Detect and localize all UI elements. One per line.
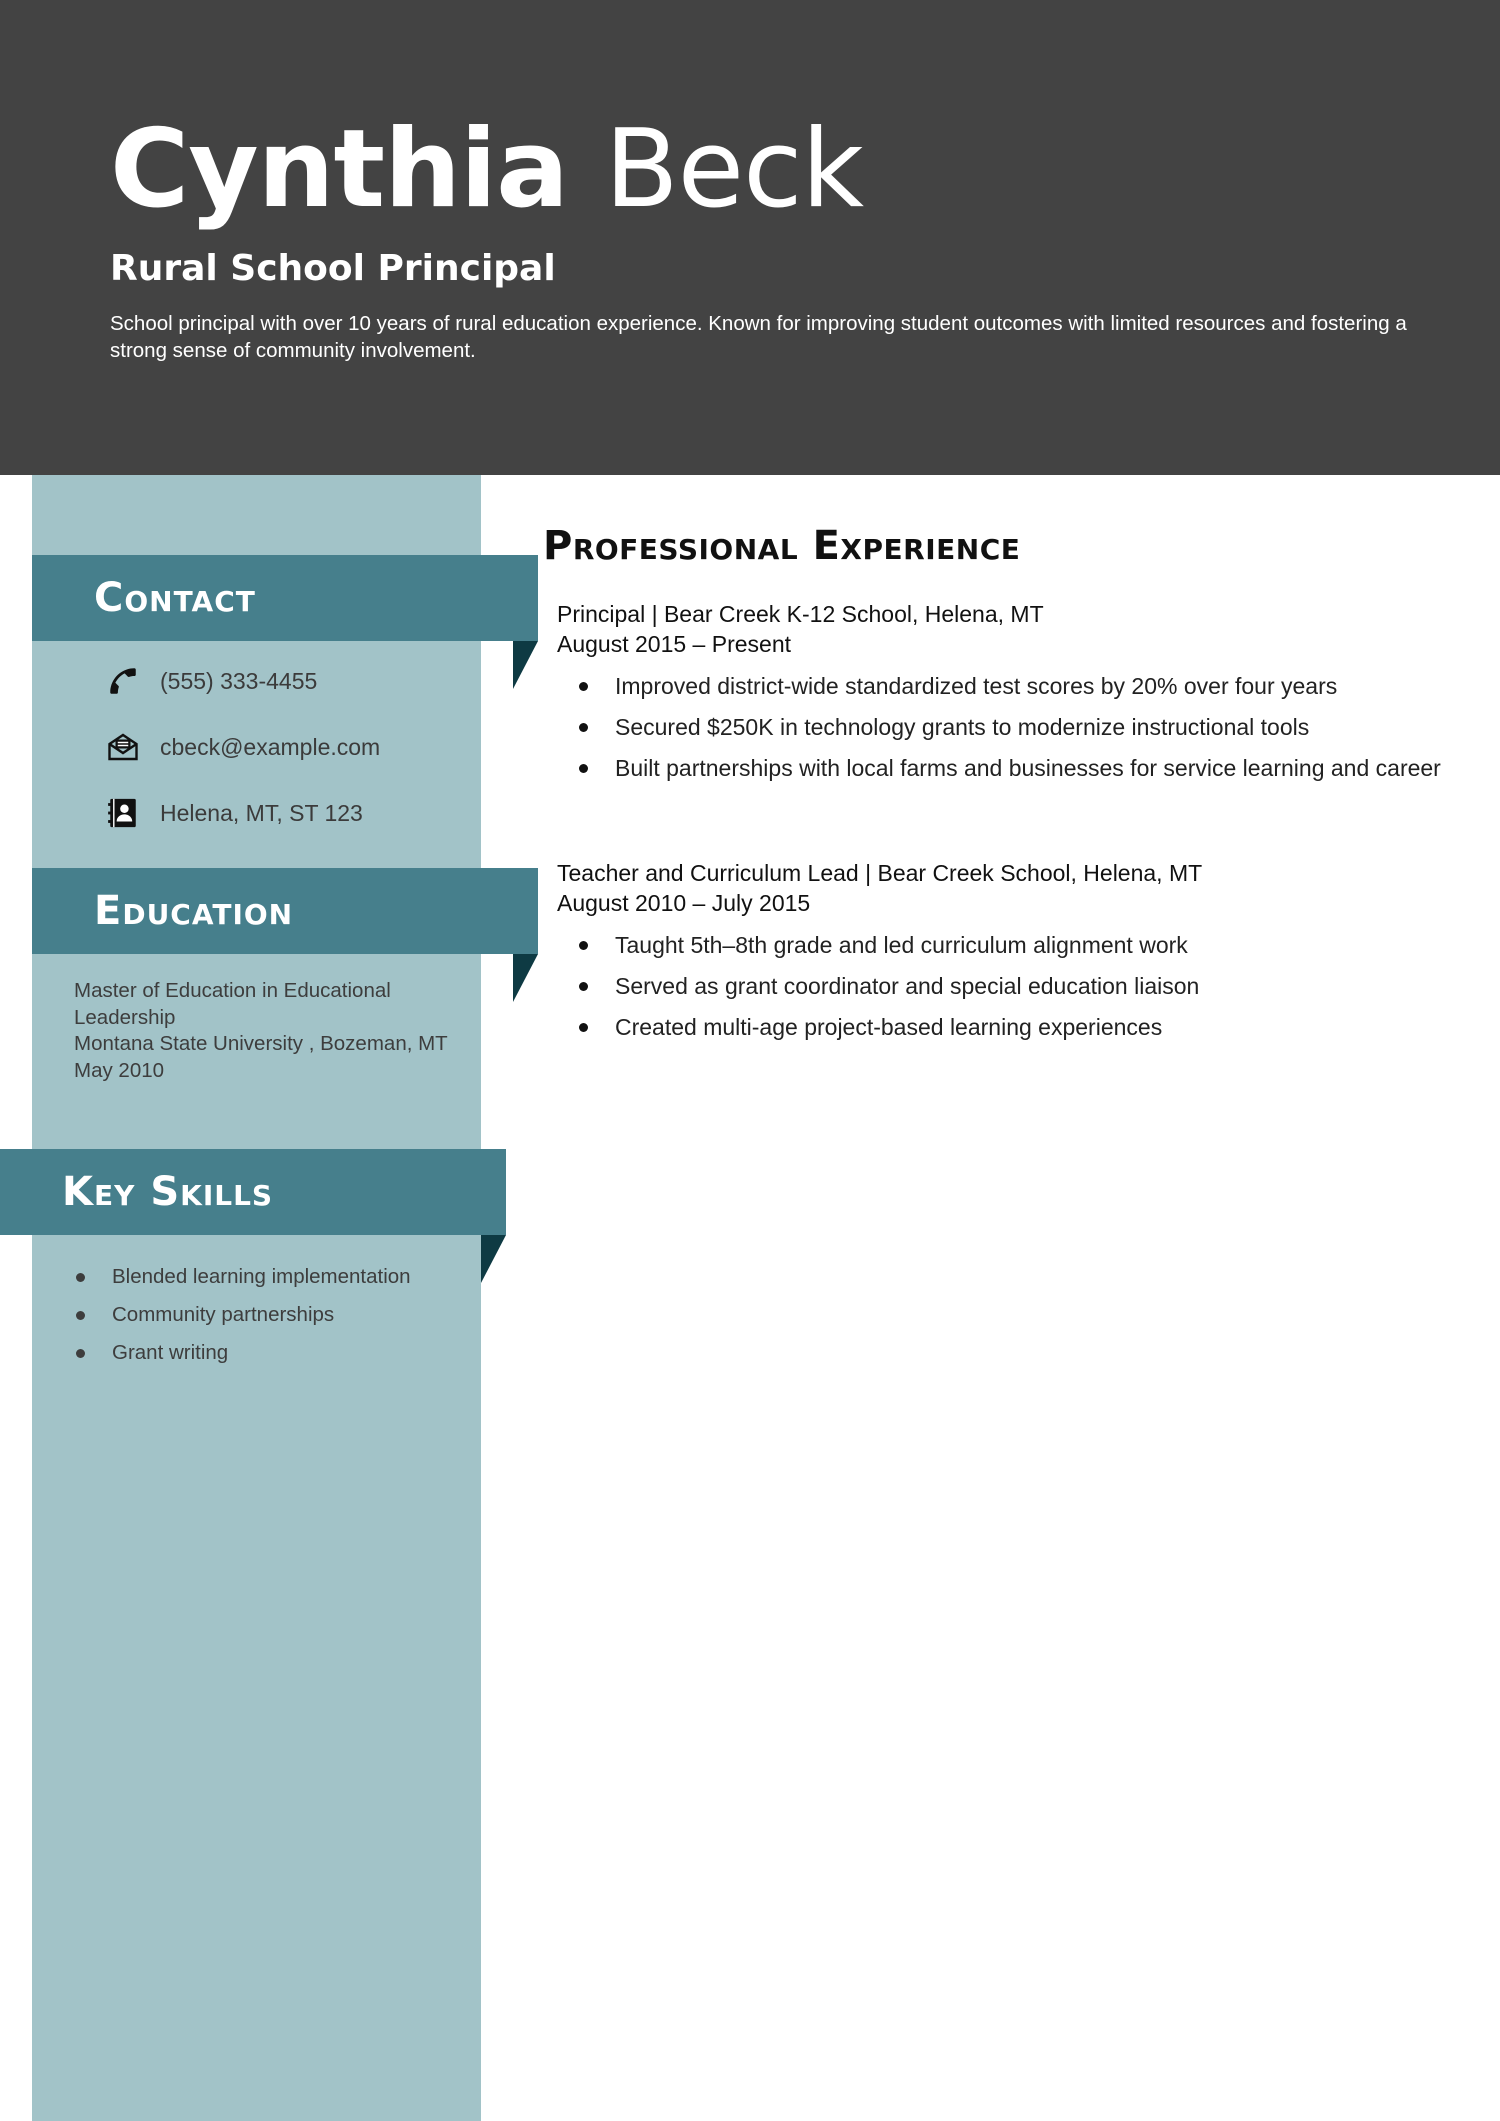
education-entry <box>74 978 464 1084</box>
education-heading: Education <box>94 888 294 934</box>
job-dates: August 2015 – Present <box>557 630 791 657</box>
professional-summary: School principal with over 10 years of rural education experience. Known for improving student outcomes with limited resources and fostering a strong sense of community involvement. <box>110 312 1407 362</box>
address: Helena, MT, ST 123 <box>160 799 363 826</box>
education-date: May 2010 <box>74 1058 165 1082</box>
resume-header <box>0 0 1500 475</box>
mail-icon <box>104 728 142 766</box>
contact-heading-band <box>32 555 538 641</box>
job-entry <box>557 600 1457 794</box>
contact-phone <box>104 661 317 701</box>
skills-band-fold <box>481 1235 506 1283</box>
job-title-line: Principal | Bear Creek K-12 School, Helena, MT <box>557 601 1044 627</box>
contact-heading: Contact <box>94 575 256 621</box>
skills-list <box>74 1258 411 1372</box>
job-title: Rural School Principal <box>110 248 556 289</box>
education-heading-band <box>32 868 538 954</box>
skills-heading: Key Skills <box>62 1169 274 1215</box>
list-item: Community partnerships <box>74 1296 411 1334</box>
job-title-line: Teacher and Curriculum Lead | Bear Creek School, Helena, MT <box>557 860 1203 886</box>
job-dates: August 2010 – July 2015 <box>557 889 811 916</box>
list-item: Grant writing <box>74 1334 411 1372</box>
skills-heading-band <box>0 1149 506 1235</box>
job-bullets <box>557 671 1457 783</box>
list-item: Improved district-wide standardized test scores by 20% over four years <box>557 671 1457 701</box>
education-degree: Master of Education in Educational Leadership <box>74 979 391 1029</box>
last-name: Beck <box>604 107 864 232</box>
email-address[interactable]: cbeck@example.com <box>160 733 381 760</box>
contact-email <box>104 727 380 767</box>
contact-band-fold <box>513 641 538 689</box>
list-item: Created multi-age project-based learning experiences <box>557 1012 1457 1042</box>
contact-address <box>104 793 363 833</box>
job-entry <box>557 859 1457 1053</box>
list-item: Served as grant coordinator and special education liaison <box>557 971 1457 1001</box>
job-bullets <box>557 930 1457 1042</box>
first-name: Cynthia <box>110 107 568 232</box>
experience-heading: Professional Experience <box>543 523 1021 569</box>
phone-icon <box>104 662 142 700</box>
list-item: Secured $250K in technology grants to modernize instructional tools <box>557 712 1457 742</box>
list-item: Taught 5th–8th grade and led curriculum alignment work <box>557 930 1457 960</box>
candidate-name <box>110 108 863 232</box>
education-school: Montana State University , Bozeman, MT <box>74 1032 448 1055</box>
education-band-fold <box>513 954 538 1002</box>
list-item: Blended learning implementation <box>74 1258 411 1296</box>
list-item: Built partnerships with local farms and businesses for service learning and career <box>557 753 1457 783</box>
contact-card-icon <box>104 794 142 832</box>
phone-number[interactable]: (555) 333-4455 <box>160 667 318 694</box>
